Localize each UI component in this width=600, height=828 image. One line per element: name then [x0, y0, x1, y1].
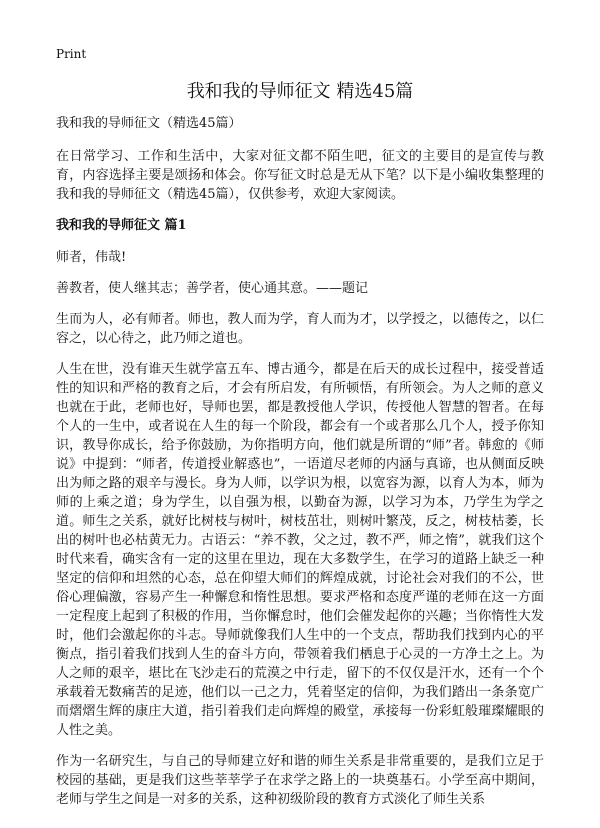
section-heading: 我和我的导师征文 篇1 [56, 218, 187, 233]
page-title: 我和我的导师征文 精选45篇 [186, 81, 414, 102]
paragraph-exclamation: 师者，伟哉! [56, 250, 127, 265]
document-page [56, 0, 544, 828]
paragraph-graduate: 作为一名研究生，与自己的导师建立好和谐的师生关系是非常重要的，是我们立足于校园的基础，更是我们这些莘莘学子在求学之路上的一块奠基石。小学至高中期间，老师与学生之间是一对多的关系，这种初级阶段的教育方式淡化了师生关系 [56, 754, 544, 807]
paragraph-long-body: 人生在世，没有谁天生就学富五车、博古通今，都是在后天的成长过程中，接受普适性的知识和严格的教育之后，才会有所启发，有所顿悟，有所领会。为人之师的意义也就在于此，老师也好，导师也罢，都是教授他人学识，传授他人智慧的智者。在每个人的一生中，或者说在人生的每一个阶段，都会有一个或者那么几个人，授予你知识，教导你成长，给予你鼓励，为你指明方向，他们就是所谓的“师”者。韩愈的《师说》中提到：“师者，传道授业解惑也”，一语道尽老师的内涵与真谛，也从侧面反映出为师之路的艰辛与漫长。身为人师，以学识为根，以宽容为源，以育人为本，师为师的上乘之道；身为学生，以自强为根，以勤奋为源，以学习为本，乃学生为学之道。师生之关系，就好比树枝与树叶，树枝茁壮，则树叶繁茂，反之，树枝枯萎，长出的树叶也必枯黄无力。古语云：“养不教，父之过，教不严，师之惰”，就我们这个时代来看，确实含有一定的这里在里边，现在大多数学生，在学习的道路上缺乏一种坚定的信仰和坦然的心态，总在仰望大师们的辉煌成就，讨论社会对我们的不公，世俗心理偏激，容易产生一种懈怠和惰性思想。要求严格和态度严谨的老师在这一方面一定程度上起到了积极的作用，当你懈怠时，他们会催发起你的兴趣；当你惰性大发时，他们会激起你的斗志。导师就像我们人生中的一个支点，帮助我们找到内心的平衡点，指引着我们找到人生的奋斗方向，带领着我们栖息于心灵的一方净土之上。为人之师的艰辛，堪比在飞沙走石的荒漠之中行走，留下的不仅仅是汗水，还有一个个承载着无数痛苦的足迹，他们以一己之力，凭着坚定的信仰，为我们踏出一条条宽广而熠熠生辉的康庄大道，指引着我们走向辉煌的殿堂，承接每一份彩虹般璀璨耀眼的人性之美。 [56, 362, 544, 738]
paragraph-teacher-way: 生而为人，必有师者。师也，教人而为学，育人而为才，以学授之，以德传之，以仁容之，以心待之，此乃师之道也。 [56, 312, 544, 346]
article-body [56, 114, 544, 821]
intro-paragraph: 在日常学习、工作和生活中，大家对征文都不陌生吧，征文的主要目的是宣传与教育，内容选择主要是颂扬和体会。你写征文时总是无从下笔？以下是小编收集整理的我和我的导师征文（精选45篇），仅供参考，欢迎大家阅读。 [56, 149, 544, 202]
article-subtitle: 我和我的导师征文（精选45篇） [56, 116, 242, 131]
print-label: Print [56, 47, 87, 61]
paragraph-epigraph: 善教者，使人继其志；善学者，使心通其意。——题记 [56, 281, 369, 296]
